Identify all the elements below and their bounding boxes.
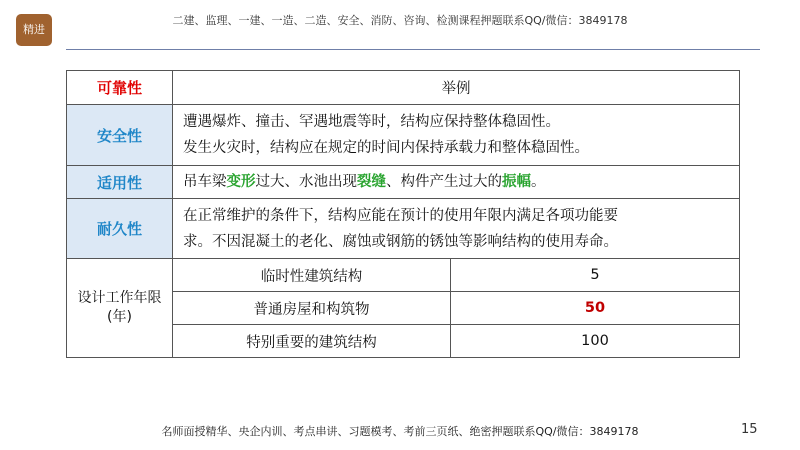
structure-type: 临时性建筑结构 [173, 259, 451, 292]
table-row-durability [67, 199, 740, 259]
structure-type: 特别重要的建筑结构 [173, 325, 451, 358]
brand-logo: 精进 [16, 14, 52, 46]
durability-description [173, 199, 740, 259]
reliability-table [66, 70, 740, 358]
criterion-durability: 耐久性 [67, 199, 173, 259]
page-number: 15 [741, 422, 758, 437]
design-life-label-line-1: 设计工作年限 [77, 290, 162, 306]
safety-description [173, 105, 740, 166]
design-years: 100 [451, 325, 740, 358]
design-years: 50 [451, 292, 740, 325]
applicability-text-2: 过大、水池出现 [255, 174, 357, 190]
applicability-description [173, 166, 740, 199]
durability-line-1: 在正常维护的条件下，结构应能在预计的使用年限内满足各项功能要 [183, 207, 618, 224]
header-divider [66, 49, 760, 50]
keyword-crack: 裂缝 [357, 174, 386, 190]
criterion-applicability: 适用性 [67, 166, 173, 199]
header-criterion: 可靠性 [67, 71, 173, 105]
design-years: 5 [451, 259, 740, 292]
applicability-text-1: 吊车梁 [183, 174, 227, 190]
design-life-label [67, 259, 173, 358]
durability-line-2: 求。不因混凝土的老化、腐蚀或钢筋的锈蚀等影响结构的使用寿命。 [183, 233, 618, 250]
keyword-deformation: 变形 [226, 174, 256, 190]
table-header-row [67, 71, 740, 105]
table-row-applicability [67, 166, 740, 199]
footer-banner: 名师面授精华、央企内训、考点串讲、习题模考、考前三页纸、绝密押题联系QQ/微信：3849178 [161, 425, 639, 438]
applicability-text-3: 、构件产生过大的 [386, 174, 502, 190]
table-row-design-life [67, 259, 740, 292]
criterion-safety: 安全性 [67, 105, 173, 166]
header-banner: 二建、监理、一建、一造、二造、安全、消防、咨询、检测课程押题联系QQ/微信：3849178 [172, 14, 628, 27]
table-row-safety [67, 105, 740, 166]
safety-line-1: 遭遇爆炸、撞击、罕遇地震等时，结构应保持整体稳固性。 [183, 114, 560, 130]
safety-line-2: 发生火灾时，结构应在规定的时间内保持承载力和整体稳固性。 [183, 140, 589, 156]
keyword-amplitude: 振幅 [502, 174, 531, 190]
header-example: 举例 [173, 71, 740, 105]
design-life-label-line-2: (年) [107, 309, 132, 325]
structure-type: 普通房屋和构筑物 [173, 292, 451, 325]
applicability-text-4: 。 [531, 174, 546, 190]
